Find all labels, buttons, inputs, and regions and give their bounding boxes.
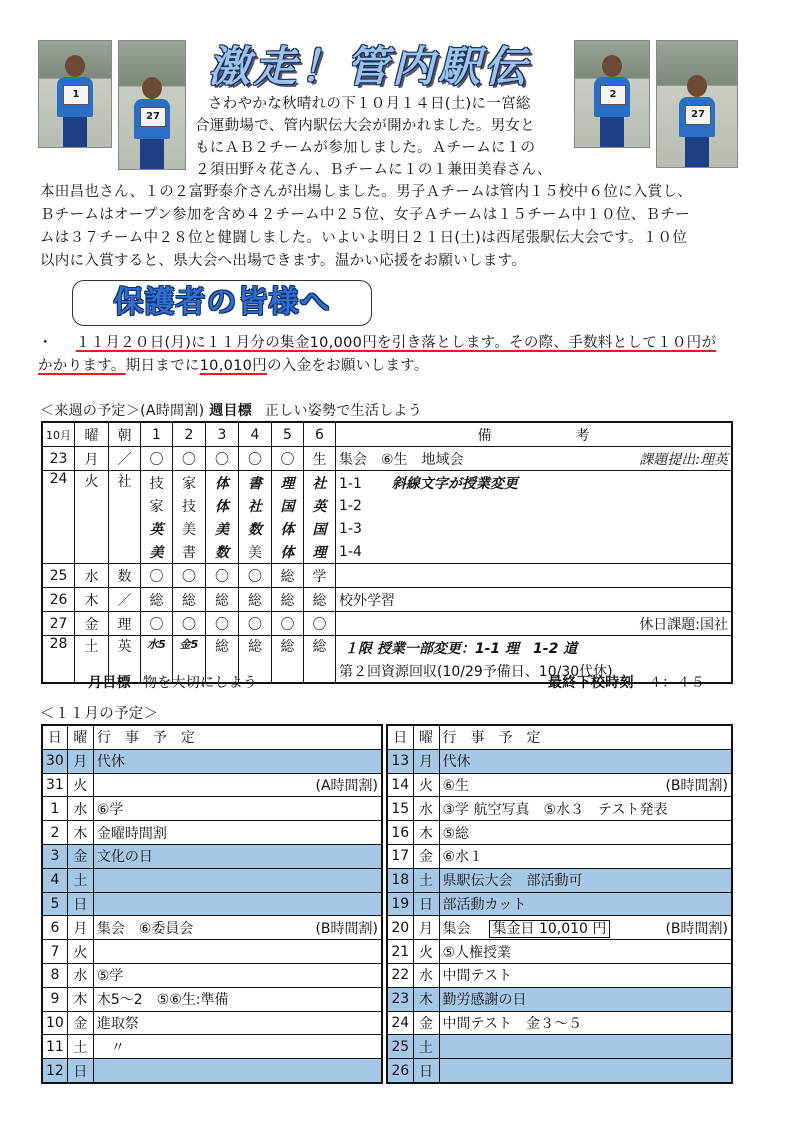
event-cell	[439, 1011, 732, 1035]
period-cell: 総	[272, 588, 304, 612]
date-cell: 25	[42, 564, 75, 588]
period-cell: 社	[304, 471, 336, 495]
payment-notice-line2	[38, 355, 429, 378]
weekday-cell: 水	[75, 564, 109, 588]
table-row	[42, 963, 382, 987]
weekly-goal: 正しい姿勢で生活しよう	[264, 403, 423, 419]
period-cell: 理	[272, 471, 304, 495]
header-cell: 4	[239, 422, 272, 447]
date-cell: 15	[387, 797, 413, 821]
timetable-mode: (B時間割)	[315, 920, 378, 937]
header-cell: 日	[387, 725, 413, 749]
monthly-goal-text: 物を大切にしよう	[142, 675, 258, 691]
header-cell: 2	[173, 422, 206, 447]
period-cell: 技	[141, 471, 173, 495]
period-cell: 美	[206, 517, 239, 540]
weekday-cell: 日	[413, 1059, 439, 1083]
period-cell: 総	[272, 564, 304, 588]
table-row	[42, 892, 382, 916]
table-row	[42, 1059, 382, 1083]
table-row	[42, 636, 732, 660]
header-cell: 朝	[109, 422, 141, 447]
date-cell: 10	[42, 1011, 67, 1035]
period-cell: 〇	[173, 564, 206, 588]
weekday-cell: 月	[67, 916, 93, 940]
event-cell	[93, 892, 382, 916]
november-schedule-right	[386, 724, 733, 1084]
event-cell	[93, 1035, 382, 1059]
period-cell: 社	[239, 494, 272, 517]
event-text: ⑤総	[442, 825, 470, 842]
runner-photo-4	[656, 40, 738, 168]
dismissal-label: 最終下校時刻	[548, 675, 634, 691]
table-header-row	[42, 725, 382, 749]
header-cell: 備 考	[336, 422, 733, 447]
table-row	[42, 588, 732, 612]
event-cell	[439, 749, 732, 773]
event-text: ⑥生	[442, 777, 470, 794]
date-cell: 9	[42, 987, 67, 1011]
event-text: 文化の日	[96, 849, 153, 866]
table-row	[387, 1011, 732, 1035]
header-cell: 曜	[75, 422, 109, 447]
period-cell: 〇	[304, 612, 336, 636]
header-cell: 行 事 予 定	[439, 725, 732, 749]
date-cell: 18	[387, 868, 413, 892]
weekday-cell: 月	[413, 916, 439, 940]
event-text: 金曜時間割	[96, 825, 167, 842]
period-cell: 英	[141, 517, 173, 540]
table-row	[387, 1059, 732, 1083]
weekday-cell: 土	[67, 1035, 93, 1059]
class-label: 1-4	[336, 540, 733, 564]
weekday-cell: 金	[75, 612, 109, 636]
timetable-mode: (A時間割)	[140, 403, 205, 419]
period-cell: 総	[141, 588, 173, 612]
date-cell: 24	[387, 1011, 413, 1035]
table-row	[387, 892, 732, 916]
weekday-cell: 月	[67, 749, 93, 773]
weekday-cell: 水	[67, 963, 93, 987]
date-cell: 6	[42, 916, 67, 940]
date-cell: 31	[42, 773, 67, 797]
event-text: ⑤人権授業	[442, 944, 512, 961]
notice-total: 10,010円	[199, 358, 267, 374]
morning-cell: 数	[109, 564, 141, 588]
event-cell	[439, 868, 732, 892]
intro-line: Ｂチームはオープン参加を含め４２チーム中２５位、女子Ａチームは１５チーム中１０位、Ｂチー	[40, 207, 690, 223]
weekday-cell: 金	[413, 844, 439, 868]
table-row	[387, 821, 732, 845]
table-row	[387, 916, 732, 940]
date-cell: 4	[42, 868, 67, 892]
payment-notice	[38, 332, 716, 355]
intro-line: ２須田野々花さん、Ｂチームに１の１兼田美春さん、	[195, 162, 552, 178]
event-cell	[93, 797, 382, 821]
event-cell	[439, 1035, 732, 1059]
header-cell: 5	[272, 422, 304, 447]
notice-text: かかります。	[38, 358, 126, 374]
runner-photo-1	[38, 40, 112, 148]
period-cell: 総	[304, 588, 336, 612]
dismissal-value: ４：４５	[647, 675, 706, 691]
event-cell	[439, 963, 732, 987]
weekday-cell: 火	[413, 773, 439, 797]
runner-photo-2	[118, 40, 186, 170]
period-cell: 体	[206, 494, 239, 517]
table-row	[42, 517, 732, 540]
period-cell: 家	[141, 494, 173, 517]
date-cell: 11	[42, 1035, 67, 1059]
event-cell	[439, 844, 732, 868]
weekday-cell: 金	[413, 1011, 439, 1035]
event-cell	[439, 773, 732, 797]
weekly-schedule-table	[41, 421, 733, 684]
event-text: ③学 航空写真 ⑤水３ テスト発表	[442, 801, 668, 818]
period-cell: 理	[304, 540, 336, 564]
notice-text: の入金をお願いします。	[266, 358, 429, 374]
event-cell	[439, 797, 732, 821]
november-heading: ＜１１月の予定＞	[40, 706, 159, 722]
period-cell: 総	[304, 636, 336, 684]
event-text: 中間テスト	[442, 968, 512, 985]
change-note: 斜線文字が授業変更	[391, 475, 518, 492]
date-cell: 22	[387, 963, 413, 987]
event-text: ⑤学	[96, 968, 124, 985]
period-cell: 数	[206, 540, 239, 564]
date-cell: 25	[387, 1035, 413, 1059]
weekday-cell: 火	[413, 940, 439, 964]
date-cell: 26	[387, 1059, 413, 1083]
class-label: 1-1	[339, 475, 362, 492]
event-text: 勤労感謝の日	[442, 992, 527, 1009]
date-cell: 13	[387, 749, 413, 773]
weekday-cell: 日	[67, 1059, 93, 1083]
table-row	[42, 540, 732, 564]
morning-cell: 社	[109, 471, 141, 564]
table-row	[42, 564, 732, 588]
event-text: 集会 ⑥委員会	[96, 920, 194, 937]
morning-cell: 理	[109, 612, 141, 636]
weekday-cell: 木	[75, 588, 109, 612]
table-row	[42, 612, 732, 636]
date-cell: 20	[387, 916, 413, 940]
table-row	[42, 868, 382, 892]
weekday-cell: 月	[413, 749, 439, 773]
table-row	[42, 471, 732, 495]
weekday-cell: 火	[75, 471, 109, 564]
event-cell	[439, 1059, 732, 1083]
note-cell	[336, 564, 733, 588]
notice-text: に１１月分の集金	[191, 335, 310, 351]
event-cell	[439, 821, 732, 845]
weekday-cell: 木	[413, 821, 439, 845]
table-row	[387, 749, 732, 773]
period-cell: 国	[304, 517, 336, 540]
table-row	[42, 797, 382, 821]
event-text: 集会	[442, 920, 471, 937]
page-title: 激走！管内駅伝	[208, 42, 531, 91]
table-row	[42, 987, 382, 1011]
weekday-cell: 日	[67, 892, 93, 916]
event-cell	[439, 892, 732, 916]
morning-cell: 英	[109, 636, 141, 684]
period-cell: 〇	[173, 447, 206, 471]
period-cell: 美	[141, 540, 173, 564]
bib-number: 2	[600, 85, 626, 105]
event-cell	[93, 821, 382, 845]
event-text: 部活動カット	[442, 896, 527, 913]
period-cell: 書	[239, 471, 272, 495]
event-text: ⑥学	[96, 801, 124, 818]
period-cell: 〇	[206, 447, 239, 471]
notice-text: 期日までに	[125, 358, 200, 374]
weekday-cell: 金	[67, 844, 93, 868]
event-cell	[93, 773, 382, 797]
intro-line: ムは３７チーム中２８位と健闘しました。いよいよ明日２１日(土)は西尾張駅伝大会です。１０位	[40, 230, 688, 246]
period-cell: 学	[304, 564, 336, 588]
event-cell	[93, 844, 382, 868]
notice-amount: 10,000	[309, 335, 363, 351]
table-row	[42, 1011, 382, 1035]
intro-line: 以内に入賞すると、県大会へ出場できます。温かい応援をお願いします。	[40, 253, 527, 269]
weekday-cell: 日	[413, 892, 439, 916]
table-row	[42, 773, 382, 797]
date-cell: 21	[387, 940, 413, 964]
date-cell: 12	[42, 1059, 67, 1083]
period-cell: 数	[239, 517, 272, 540]
table-row	[387, 868, 732, 892]
period-cell: 国	[272, 494, 304, 517]
period-cell: 〇	[239, 612, 272, 636]
event-text: 代休	[96, 754, 125, 771]
table-row	[42, 940, 382, 964]
weekday-cell: 金	[67, 1011, 93, 1035]
period-cell: 金5	[173, 636, 206, 684]
period-cell: 〇	[206, 612, 239, 636]
event-text: 代休	[442, 754, 471, 771]
event-cell	[93, 868, 382, 892]
date-cell: 14	[387, 773, 413, 797]
period-cell: 〇	[272, 447, 304, 471]
runner-photo-3	[574, 40, 650, 148]
event-text: 中間テスト 金３～５	[442, 1015, 582, 1032]
table-header-row	[387, 725, 732, 749]
header-cell: 日	[42, 725, 67, 749]
table-row	[42, 1035, 382, 1059]
weekday-cell: 土	[413, 868, 439, 892]
note-cell: 校外学習	[336, 588, 733, 612]
period-cell: 英	[304, 494, 336, 517]
table-row	[42, 447, 732, 471]
notice-text: 円を引き落とします。その際、手数料として１０円が	[362, 335, 717, 351]
intro-line: もにＡＢ２チームが参加しました。Ａチームに１の	[195, 140, 536, 156]
weekday-cell: 木	[67, 987, 93, 1011]
table-row	[387, 797, 732, 821]
header-cell: 曜	[413, 725, 439, 749]
period-cell: 水5	[141, 636, 173, 684]
period-cell: 〇	[239, 564, 272, 588]
event-cell	[93, 916, 382, 940]
event-text: 〃	[96, 1039, 125, 1056]
event-text: 進取祭	[96, 1015, 139, 1032]
table-header-row	[42, 422, 732, 447]
weekday-cell: 水	[413, 797, 439, 821]
date-cell: 3	[42, 844, 67, 868]
class-label: 1-3	[336, 517, 733, 540]
event-cell	[439, 987, 732, 1011]
bib-number: 1	[63, 85, 89, 105]
bib-number: 27	[140, 107, 166, 127]
intro-line: さわやかな秋晴れの下１０月１４日(土)に一宮総	[208, 96, 531, 112]
date-cell: 27	[42, 612, 75, 636]
table-row	[387, 963, 732, 987]
table-row	[42, 494, 732, 517]
event-cell	[93, 987, 382, 1011]
table-row	[42, 821, 382, 845]
timetable-mode: (A時間割)	[315, 777, 378, 794]
morning-cell: ／	[109, 588, 141, 612]
period-cell: 〇	[141, 447, 173, 471]
note-cell	[336, 447, 733, 471]
event-cell	[93, 963, 382, 987]
date-cell: 28	[42, 636, 75, 684]
header-cell: 曜	[67, 725, 93, 749]
period-cell: 総	[173, 588, 206, 612]
notice-date: １１月２０日(月)	[75, 335, 192, 351]
header-cell: 6	[304, 422, 336, 447]
note-right: 課題提出:理英	[639, 451, 728, 468]
period-cell: 〇	[141, 564, 173, 588]
event-cell	[93, 749, 382, 773]
date-cell: 1	[42, 797, 67, 821]
period-cell: 総	[206, 636, 239, 684]
date-cell: 2	[42, 821, 67, 845]
header-cell: 行 事 予 定	[93, 725, 382, 749]
header-cell: 3	[206, 422, 239, 447]
period-cell: 家	[173, 471, 206, 495]
weekday-cell: 木	[67, 821, 93, 845]
note-cell: 第２回資源回収(10/29予備日、10/30代休)	[336, 659, 733, 683]
date-cell: 24	[42, 471, 75, 564]
bib-number: 27	[685, 105, 711, 125]
period-cell: 体	[206, 471, 239, 495]
note-cell	[336, 471, 733, 495]
weekday-cell: 土	[67, 868, 93, 892]
table-row	[387, 773, 732, 797]
period-cell: 書	[173, 540, 206, 564]
class-label: 1-2	[336, 494, 733, 517]
date-cell: 5	[42, 892, 67, 916]
period-cell: 体	[272, 540, 304, 564]
weekday-cell: 火	[67, 773, 93, 797]
monthly-goal-label: 月目標	[88, 675, 131, 691]
collection-day-box: 集金日 10,010 円	[489, 920, 611, 938]
date-cell: 16	[387, 821, 413, 845]
weekday-cell: 月	[75, 447, 109, 471]
date-cell: 26	[42, 588, 75, 612]
date-cell: 19	[387, 892, 413, 916]
event-text: 県駅伝大会 部活動可	[442, 873, 583, 890]
event-cell	[439, 916, 732, 940]
weekday-cell: 火	[67, 940, 93, 964]
header-cell: 1	[141, 422, 173, 447]
dismissal-time	[548, 672, 705, 695]
date-cell: 8	[42, 963, 67, 987]
weekday-cell: 土	[75, 636, 109, 684]
table-row	[387, 1035, 732, 1059]
table-row	[42, 749, 382, 773]
event-text: 木5～2 ⑤⑥生:準備	[96, 992, 229, 1009]
parents-heading: 保護者の皆様へ	[72, 280, 372, 326]
period-cell: 総	[239, 588, 272, 612]
event-cell	[93, 1059, 382, 1083]
period-cell: 総	[206, 588, 239, 612]
period-cell: 総	[272, 636, 304, 684]
date-cell: 23	[42, 447, 75, 471]
morning-cell: ／	[109, 447, 141, 471]
intro-line: 合運動場で、管内駅伝大会が開かれました。男女と	[195, 118, 536, 134]
section-title: ＜来週の予定＞	[40, 403, 141, 419]
table-row	[42, 916, 382, 940]
event-cell	[439, 940, 732, 964]
weekday-cell: 水	[413, 963, 439, 987]
header-cell: 10月	[42, 422, 75, 447]
monthly-goal	[88, 672, 257, 695]
period-cell: 〇	[272, 612, 304, 636]
period-cell: 体	[272, 517, 304, 540]
weekday-cell: 水	[67, 797, 93, 821]
table-row	[42, 844, 382, 868]
table-row	[387, 987, 732, 1011]
period-cell: 総	[239, 636, 272, 684]
bullet: ・	[38, 335, 53, 351]
weekday-cell: 土	[413, 1035, 439, 1059]
note-cell: 休日課題:国社	[336, 612, 733, 636]
period-cell: 〇	[239, 447, 272, 471]
period-cell: 〇	[141, 612, 173, 636]
intro-line: 本田昌也さん、１の２富野泰介さんが出場しました。男子Ａチームは管内１５校中６位に入賞し、	[40, 184, 693, 200]
event-text: ⑥水１	[442, 849, 484, 866]
date-cell: 17	[387, 844, 413, 868]
table-row	[387, 940, 732, 964]
weekday-cell: 木	[413, 987, 439, 1011]
period-cell: 美	[239, 540, 272, 564]
timetable-mode: (B時間割)	[665, 920, 728, 937]
november-schedule-left	[41, 724, 383, 1084]
timetable-mode: (B時間割)	[665, 777, 728, 794]
date-cell: 30	[42, 749, 67, 773]
goal-label: 週目標	[209, 403, 253, 419]
next-week-heading	[40, 400, 422, 423]
period-cell: 生	[304, 447, 336, 471]
table-row	[387, 844, 732, 868]
period-cell: 技	[173, 494, 206, 517]
date-cell: 7	[42, 940, 67, 964]
note-text: 集会 ⑥生 地域会	[339, 451, 464, 468]
event-cell	[93, 940, 382, 964]
note-cell: １限 授業一部変更：1-1 理 1-2 道	[336, 636, 733, 660]
period-cell: 〇	[173, 612, 206, 636]
period-cell: 〇	[206, 564, 239, 588]
date-cell: 23	[387, 987, 413, 1011]
period-cell: 美	[173, 517, 206, 540]
event-cell	[93, 1011, 382, 1035]
